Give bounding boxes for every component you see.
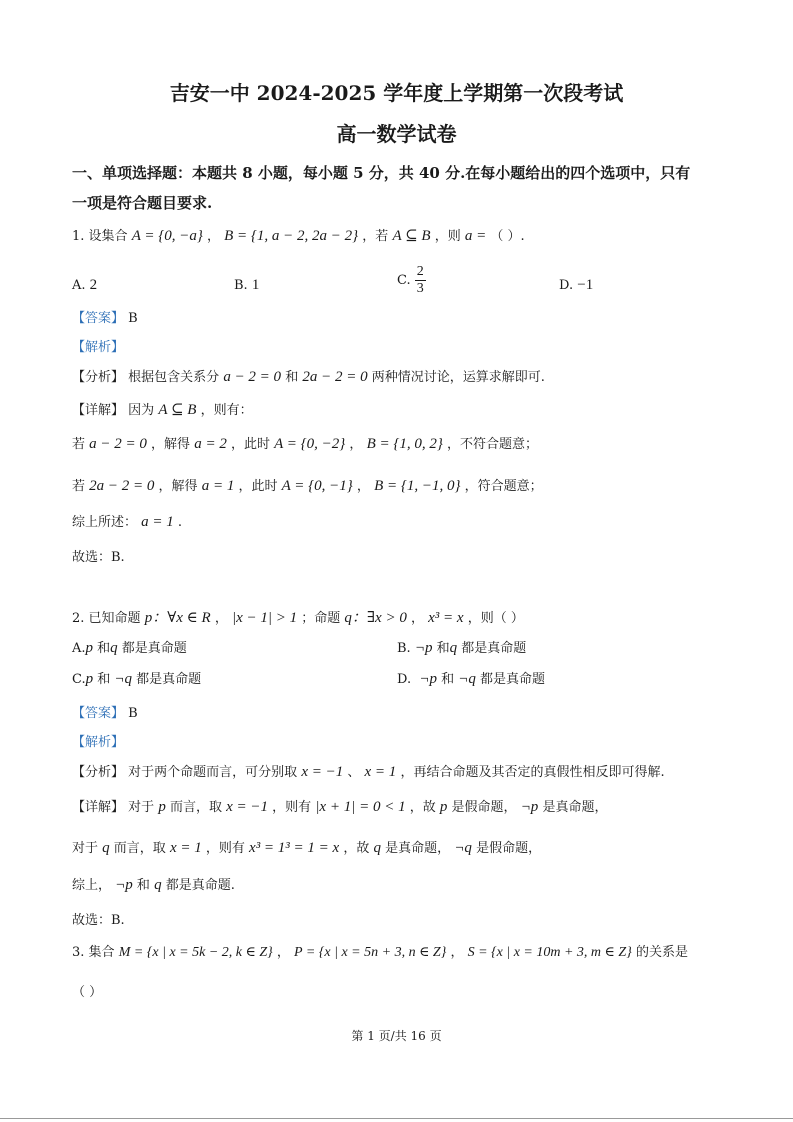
case-text: ，不符合题意； [447,437,539,452]
q1-var: a = [464,228,487,244]
case-text: ， [349,437,363,452]
option-text: 都是真命题 [475,672,546,687]
detail-label: 【详解】 [72,800,125,815]
summary-text: 综上所述： [72,515,138,530]
q1-analysis-tag: 【解析】 [72,340,125,355]
option-letter: B. [234,278,248,293]
case-text: ，此时 [238,479,278,494]
analysis-math: x = −1 [301,764,344,780]
analysis-text: 、 [347,765,361,780]
q2-stem-text: 2. 已知命题 [72,611,141,626]
exam-subtitle: 高一数学试卷 [336,122,457,146]
q2-stem-text: ，则（ ） [467,611,524,626]
q2-option-a [72,640,187,657]
page-footer: 第 1 页/共 16 页 [351,1029,442,1043]
q3-set-p: P = {x | x = 5n + 3, n ∈ Z} [294,945,447,960]
analysis-text: 和 [285,370,299,385]
detail-math: |x + 1| = 0 < 1 [315,799,406,815]
q1-set-a: A = {0, −a} [131,228,203,244]
q3-stem-text: ， [276,945,290,960]
case-text: ，解得 [151,437,191,452]
q1-set-b: B = {1, a − 2, 2a − 2} [224,228,359,244]
q1-choice: 故选：B. [72,550,125,565]
detail-math: x = −1 [226,799,269,815]
q3-stem-text: 的关系是 [635,945,688,960]
q3-stem-text: ， [450,945,464,960]
fraction-numerator: 2 [416,264,424,279]
summary-math: ¬p [115,877,133,893]
case-math: A = {0, −2} [274,436,346,452]
option-letter: D. [559,278,574,293]
detail-text: 而言，取 [169,800,222,815]
q3-set-s: S = {x | x = 10m + 3, m ∈ Z} [467,945,632,960]
option-letter: A. [72,641,86,656]
case-text: ，此时 [230,437,270,452]
analysis-label: 【分析】 [72,370,125,385]
q3-paren: （ ） [72,985,103,1000]
option-text: 都是真命题 [132,672,202,687]
detail-label: 【详解】 [72,403,125,418]
q2-detail2 [72,840,541,857]
detail-text: 而言，取 [113,841,166,856]
detail-math: ¬q [454,840,472,856]
q1-option-a [72,277,97,294]
case-math: A = {0, −1} [281,478,353,494]
option-math: ¬p [414,640,433,656]
analysis-text: 两种情况讨论，运算求解即可. [371,370,545,385]
q2-stem-math: p：∀x ∈ R [144,610,211,626]
q2-option-d [397,671,545,688]
answer-tag: 【答案】 [72,311,125,326]
case-text: 若 [72,479,86,494]
answer-tag: 【答案】 [72,706,125,721]
summary-math: q [154,877,162,893]
detail-text: 对于 [128,800,155,815]
option-fraction [415,264,426,297]
detail-text: 是假命题， [476,841,542,856]
case-math: B = {1, −1, 0} [374,478,461,494]
q1-subset: A ⊆ B [392,228,431,244]
q2-summary [72,877,235,894]
detail-text: 是真命题， [385,841,451,856]
case-text: ，解得 [158,479,198,494]
answer-value: B [128,311,138,326]
q1-summary [72,514,182,531]
q2-stem-text: ， [214,611,228,626]
page-divider [0,1118,793,1119]
analysis-label: 【分析】 [72,765,125,780]
option-text: 和 [436,672,459,687]
case-text: 若 [72,437,86,452]
detail-math: x³ = 1³ = 1 = x [249,840,340,856]
fraction-denominator: 3 [416,281,424,296]
option-math: ¬q [114,671,133,687]
q1-analysis [72,369,545,386]
section-heading-line2: 一项是符合题目要求. [72,194,213,212]
option-text: 都是真命题 [457,641,527,656]
option-text: 和 [432,641,450,656]
option-math: ¬p [419,671,437,687]
q2-stem-text: ， [410,611,424,626]
option-math: q [449,640,458,656]
q2-option-c [72,671,201,688]
summary-text: 都是真命题. [165,878,235,893]
analysis-math: a − 2 = 0 [223,369,282,385]
option-math: p [85,671,94,687]
q2-stem-text: ；命题 [301,611,341,626]
q1-option-d [559,277,593,294]
q1-stem-text: ，则 [434,229,461,244]
detail-math: p [158,799,166,815]
q2-analysis [72,764,665,781]
q1-stem-text: 1. 设集合 [72,229,128,244]
q1-stem-text: ，若 [362,229,389,244]
detail-math: q [102,840,110,856]
analysis-text: 对于两个命题而言，可分别取 [128,765,298,780]
case-math: a = 1 [201,478,235,494]
option-text: 和 [93,672,115,687]
option-letter: C. [397,273,411,288]
q1-stem [72,228,525,245]
case-math: a = 2 [194,436,227,452]
q3-stem [72,945,688,961]
q2-analysis-tag: 【解析】 [72,735,125,750]
detail-math: x = 1 [169,840,202,856]
detail-math: p [439,799,448,815]
analysis-text: ，再结合命题及其否定的真假性相反即可得解. [400,765,665,780]
detail-math: q [373,840,382,856]
summary-text: 综上， [72,878,112,893]
option-letter: D. [397,672,412,687]
case-math: 2a − 2 = 0 [89,478,155,494]
q2-stem-math: x³ = x [428,610,464,626]
detail-text: ，则有： [200,403,253,418]
summary-text: . [177,515,183,530]
q1-detail [72,402,253,419]
option-text: 都是真命题 [117,641,187,656]
option-value: 1 [251,277,260,293]
q1-case2 [72,478,543,495]
q1-stem-text: ， [206,229,220,244]
option-math: q [110,640,118,656]
case-math: B = {1, 0, 2} [366,436,443,452]
detail-text: 是真命题， [542,800,608,815]
q1-option-c [397,264,426,297]
summary-text: 和 [136,878,150,893]
analysis-math: 2a − 2 = 0 [302,369,368,385]
q2-stem-math: q：∃x > 0 [344,610,407,626]
detail-text: 因为 [128,403,155,418]
q1-case1 [72,436,538,453]
detail-math: A ⊆ B [158,402,197,418]
q3-set-m: M = {x | x = 5k − 2, k ∈ Z} [118,945,273,960]
option-math: ¬q [458,671,476,687]
case-text: ， [356,479,370,494]
option-math: p [85,640,94,656]
option-value: −1 [577,277,594,293]
detail-text: ，则有 [272,800,312,815]
q2-stem [72,610,524,627]
detail-text: 对于 [72,841,99,856]
q1-option-b [234,277,259,294]
analysis-text: 根据包含关系分 [128,370,220,385]
case-math: a − 2 = 0 [89,436,147,452]
q2-option-b [397,640,526,657]
analysis-math: x = 1 [364,764,397,780]
q1-stem-text: （ ）. [490,229,525,244]
detail-text: ，故 [343,841,370,856]
option-text: 和 [93,641,111,656]
q2-answer [72,706,138,722]
option-letter: A. [72,278,86,293]
option-letter: C. [72,672,86,687]
q1-answer [72,311,138,327]
summary-math: a = 1 [141,514,174,530]
option-letter: B. [397,641,411,656]
option-value: 2 [89,277,98,293]
section-heading-line1: 一、单项选择题：本题共 8 小题，每小题 5 分，共 40 分.在每小题给出的四个选项中，只有 [72,164,691,182]
q3-stem-text: 3. 集合 [72,945,115,960]
detail-text: ，则有 [205,841,245,856]
detail-text: ，故 [409,800,436,815]
answer-value: B [128,706,138,721]
case-text: ，符合题意； [464,479,543,494]
q2-choice: 故选：B. [72,913,125,928]
q2-detail [72,799,607,816]
exam-title: 吉安一中 2024-2025 学年度上学期第一次段考试 [169,81,624,105]
detail-text: 是假命题， [451,800,517,815]
q2-stem-math: |x − 1| > 1 [231,610,298,626]
detail-math: ¬p [520,799,539,815]
